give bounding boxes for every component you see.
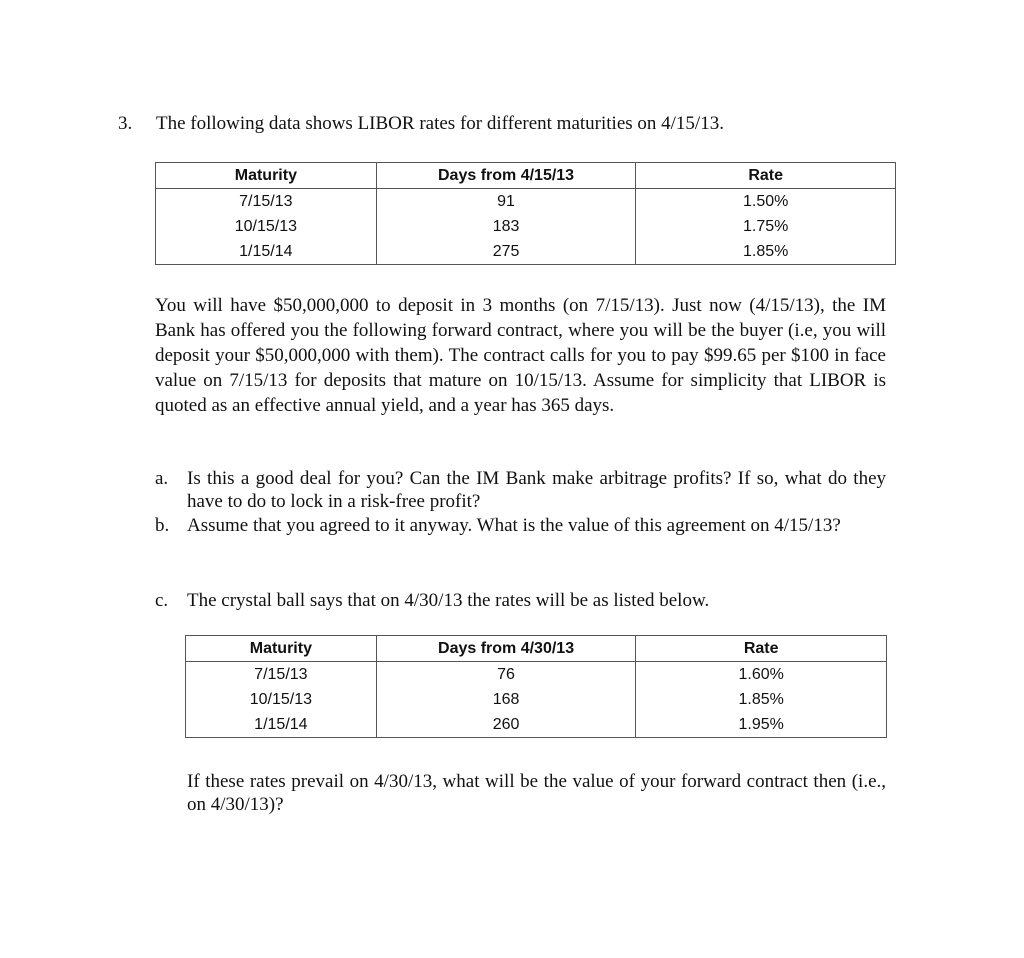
cell-maturity: 7/15/13 (156, 189, 377, 215)
sub-question-text: Assume that you agreed to it anyway. What is the value of this agreement on 4/15/13? (187, 515, 841, 536)
table-row (156, 239, 896, 265)
header-maturity: Maturity (156, 163, 377, 189)
cell-days: 91 (376, 189, 636, 215)
header-rate: Rate (636, 636, 887, 662)
cell-rate: 1.95% (636, 712, 887, 738)
table-row (186, 662, 887, 688)
sub-question-text: Is this a good deal for you? Can the IM Bank make arbitrage profits? If so, what do they have to do to lock in a risk-free profit? (187, 468, 886, 512)
cell-rate: 1.85% (636, 239, 896, 265)
cell-maturity: 1/15/14 (186, 712, 377, 738)
sub-question-c (155, 589, 886, 612)
cell-maturity: 1/15/14 (156, 239, 377, 265)
cell-maturity: 10/15/13 (186, 687, 377, 712)
header-days: Days from 4/30/13 (376, 636, 636, 662)
question-heading (118, 113, 724, 135)
question-number: 3. (118, 113, 133, 134)
table-row (186, 712, 887, 738)
header-maturity: Maturity (186, 636, 377, 662)
cell-days: 260 (376, 712, 636, 738)
cell-maturity: 7/15/13 (186, 662, 377, 688)
header-days: Days from 4/15/13 (376, 163, 636, 189)
sub-question-text: The crystal ball says that on 4/30/13 the rates will be as listed below. (187, 590, 710, 611)
sub-question-letter: a. (155, 468, 169, 489)
cell-rate: 1.75% (636, 214, 896, 239)
cell-days: 275 (376, 239, 636, 265)
closing-question: If these rates prevail on 4/30/13, what will be the value of your forward contract then (i.e., on 4/30/13)? (187, 771, 886, 815)
libor-rates-table-4-30-13 (185, 635, 887, 738)
cell-rate: 1.85% (636, 687, 887, 712)
cell-rate: 1.50% (636, 189, 896, 215)
cell-rate: 1.60% (636, 662, 887, 688)
sub-question-letter: c. (155, 590, 169, 611)
cell-days: 183 (376, 214, 636, 239)
header-rate: Rate (636, 163, 896, 189)
sub-question-letter: b. (155, 515, 170, 536)
cell-maturity: 10/15/13 (156, 214, 377, 239)
cell-days: 168 (376, 687, 636, 712)
table-header-row (186, 636, 887, 662)
table-row (186, 687, 887, 712)
question-heading-text: The following data shows LIBOR rates for different maturities on 4/15/13. (156, 113, 724, 134)
table-header-row (156, 163, 896, 189)
libor-rates-table-4-15-13 (155, 162, 896, 265)
sub-question-b (155, 514, 886, 537)
table-row (156, 214, 896, 239)
table-row (156, 189, 896, 215)
cell-days: 76 (376, 662, 636, 688)
problem-paragraph: You will have $50,000,000 to deposit in 3 months (on 7/15/13). Just now (4/15/13), the IM Bank has offered you the following forward contract, where you will be the buyer (i.e, you will deposit your $50,000,000 with them). The contract calls for you to pay $99.65 per $100 in face value on 7/15/13 for deposits that mature on 10/15/13. Assume for simplicity that LIBOR is quoted as an effective annual yield, and a year has 365 days. (155, 295, 886, 416)
sub-question-a (155, 467, 886, 513)
